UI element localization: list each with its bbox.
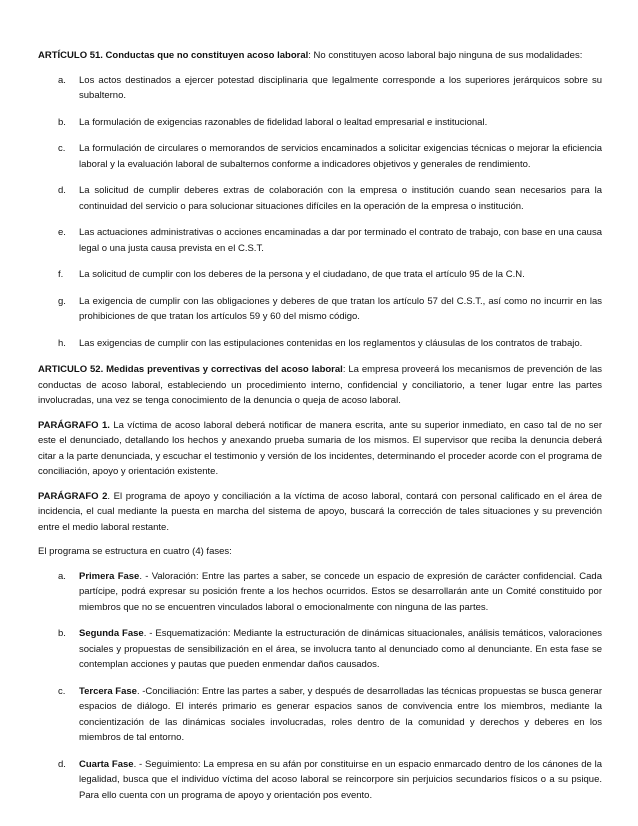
list-marker: c. xyxy=(58,685,66,697)
article-52-heading: ARTICULO 52. Medidas preventivas y correctivas del acoso laboral xyxy=(38,364,343,375)
phase-text: . - Valoración: Entre las partes a saber, se concede un espacio de expresión de carácter confidencial. Cada partícipe, podrá expresar su posición frente a los hechos ocurridos. Estos se desarrollarán ante un Comité constituido por miembros que no se encuentren vinculados laboral o emocionalmente con ninguna de las partes. xyxy=(79,570,602,613)
list-marker: f. xyxy=(58,269,64,280)
list-item xyxy=(38,73,602,104)
phases-intro: El programa se estructura en cuatro (4) fases: xyxy=(38,546,232,557)
phase-text: . - Esquematización: Mediante la estructuración de dinámicas situacionales, análisis temáticos, valoraciones sociales y propuestas de sensibilización en el área, se involucra tanto al denunciado como al denunciante. En esta fase se contemplan acciones y pautas que pueden enmendar daños causados. xyxy=(79,628,602,670)
phase-text: . - Seguimiento: La empresa en su afán por constituirse en un espacio enmarcado dentro de los cánones de la legalidad, busca que el individuo víctima del acoso laboral se reincorpore sin perjuicios secundarios físicos o a su psique. Para ello cuenta con un programa de apoyo y orientación pos evento. xyxy=(79,758,602,801)
list-marker: b. xyxy=(58,628,66,639)
list-marker: h. xyxy=(58,337,66,349)
list-item-text: La formulación de circulares o memorandos de servicios encaminados a solicitar exigencias técnicas o mejorar la eficiencia laboral y la evaluación laboral de subalternos conforme a indicadores objetivos y generales de rendimiento. xyxy=(79,143,602,170)
article-51-intro xyxy=(38,48,602,64)
phase-name: Segunda Fase xyxy=(79,628,144,639)
article-51-list xyxy=(38,73,602,352)
list-item xyxy=(38,569,602,616)
list-marker: g. xyxy=(58,295,66,307)
list-item xyxy=(38,183,602,214)
paragraph-2 xyxy=(38,489,602,536)
list-marker: c. xyxy=(58,143,66,154)
list-item xyxy=(38,336,602,352)
paragraph-1 xyxy=(38,418,602,480)
paragraph-2-text: . El programa de apoyo y conciliación a la víctima de acoso laboral, contará con personal calificado en el área de incidencia, el cual mediante la puesta en marcha del sistema de apoyo, buscará la corrección de tales situaciones y su prevención entre el medio laboral restante. xyxy=(38,490,602,533)
list-item xyxy=(38,225,602,256)
list-item xyxy=(38,267,602,283)
article-51-text: : No constituyen acoso laboral bajo ninguna de sus modalidades: xyxy=(308,50,583,61)
list-item xyxy=(38,757,602,804)
list-marker: e. xyxy=(58,227,66,238)
paragraph-1-text: La víctima de acoso laboral deberá notificar de manera escrita, ante su superior inmediato, en caso tal de no ser este el denunciado, detallando los hechos y anexando prueba sumaria de los mismos. El supervisor que reciba la denuncia deberá citar a la parte denunciada, y escuchar el testimonio y versión de los incidentes, determinando el proceder acorde con el programa de conciliación, apoyo y orientación existente. xyxy=(38,419,602,477)
phase-name: Tercera Fase xyxy=(79,685,137,697)
phase-name: Cuarta Fase xyxy=(79,758,134,770)
article-52 xyxy=(38,362,602,409)
list-item-text: La solicitud de cumplir con los deberes de la persona y el ciudadano, de que trata el artículo 95 de la C.N. xyxy=(79,269,525,280)
phase-name: Primera Fase xyxy=(79,570,140,582)
list-item-text: La solicitud de cumplir deberes extras de colaboración con la empresa o institución cuando sean necesarios para la continuidad del servicio o para solucionar situaciones difíciles en la operación de la empresa o institución. xyxy=(79,185,602,212)
list-item-text: La exigencia de cumplir con las obligaciones y deberes de que tratan los artículo 57 del C.S.T., así como no incurrir en las prohibiciones de que tratan los artículos 59 y 60 del mismo código. xyxy=(79,295,602,322)
list-item xyxy=(38,115,602,131)
phase-text: . -Conciliación: Entre las partes a saber, y después de desarrolladas las técnicas propuestas se busca generar espacios de diálogo. El interés primario es generar espacios sanos de convivencia entre los miembros, mediante la concientización de las dinámicas sociales involucradas, roles dentro de la comunidad y derechos y deberes en los miembros de tal entorno. xyxy=(79,685,603,743)
list-marker: a. xyxy=(58,570,66,582)
article-51-heading: ARTÍCULO 51. Conductas que no constituyen acoso laboral xyxy=(38,50,309,61)
list-item xyxy=(38,626,602,673)
list-item-text: La formulación de exigencias razonables de fidelidad laboral o lealtad empresarial e institucional. xyxy=(79,116,488,128)
list-item-text: Las actuaciones administrativas o acciones encaminadas a dar por terminado el contrato de trabajo, con base en una causa legal o una justa causa prevista en el C.S.T. xyxy=(79,227,602,254)
phases-list xyxy=(38,569,602,804)
list-item-text: Las exigencias de cumplir con las estipulaciones contenidas en los reglamentos y cláusulas de los contratos de trabajo. xyxy=(79,337,583,349)
list-item xyxy=(38,294,602,325)
article-52-text: : La empresa proveerá los mecanismos de prevención de las conductas de acoso laboral, estableciendo un procedimiento interno, confidencial y conciliatorio, a tener lugar entre las partes involucradas, una vez se tenga conocimiento de la denuncia o queja de acoso laboral. xyxy=(38,364,603,406)
list-marker: d. xyxy=(58,185,66,196)
paragraph-1-heading: PARÁGRAFO 1. xyxy=(38,419,110,431)
list-marker: b. xyxy=(58,116,66,128)
list-item-text: Los actos destinados a ejercer potestad disciplinaria que legalmente corresponde a los superiores jerárquicos sobre su subalterno. xyxy=(79,74,602,101)
paragraph-2-heading: PARÁGRAFO 2 xyxy=(38,490,108,502)
list-marker: d. xyxy=(58,758,66,770)
list-item xyxy=(38,684,602,746)
list-marker: a. xyxy=(58,74,66,86)
list-item xyxy=(38,141,602,172)
